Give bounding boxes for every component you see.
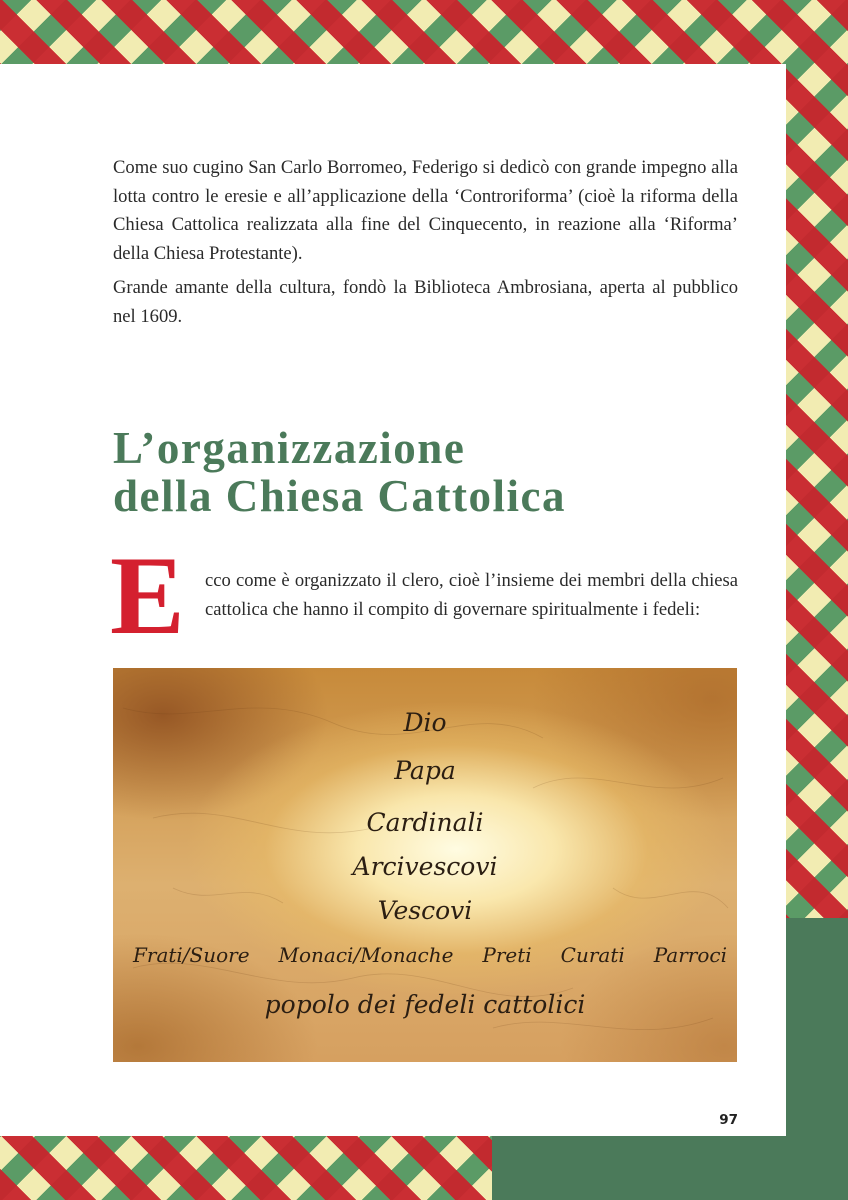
intro-paragraph-2: Grande amante della cultura, fondò la Biblioteca Ambrosiana, aperta al pubblico nel 1609. [113,277,738,327]
page-number: 97 [719,1112,738,1128]
clergy-curati: Curati [560,943,625,967]
intro-text [113,154,738,337]
clergy-monaci-monache: Monaci/Monache [278,943,454,967]
level-papa: Papa [394,756,456,785]
clergy-frati-suore: Frati/Suore [133,943,250,967]
intro-paragraph-1: Come suo cugino San Carlo Borromeo, Federigo si dedicò con grande impegno alla lotta contro le eresie e all’applicazione della ‘Controriforma’ (cioè la riforma della Chiesa Cattolica realizzata alla fine del Cinquecento, in reazione alla ‘Riforma’ della Chiesa Protestante). [113,157,738,264]
page [0,64,786,1136]
level-dio: Dio [403,708,447,737]
level-popolo: popolo dei fedeli cattolici [264,990,586,1019]
section-heading [113,424,753,520]
level-vescovi: Vescovi [377,896,473,925]
section-heading-line-2: della Chiesa Cattolica [113,471,566,521]
level-arcivescovi: Arcivescovi [352,852,498,881]
clergy-row [113,940,737,970]
clergy-preti: Preti [482,943,532,967]
clergy-parroci: Parroci [653,943,727,967]
section-heading-line-1: L’organizzazione [113,423,466,473]
level-cardinali: Cardinali [366,808,484,837]
lead-paragraph: cco come è organizzato il clero, cioè l’insieme dei membri della chiesa cattolica che hanno il compito di governare spiritualmente i fedeli: [205,570,738,620]
hierarchy-figure [113,668,737,1062]
drop-cap: E [110,534,185,658]
